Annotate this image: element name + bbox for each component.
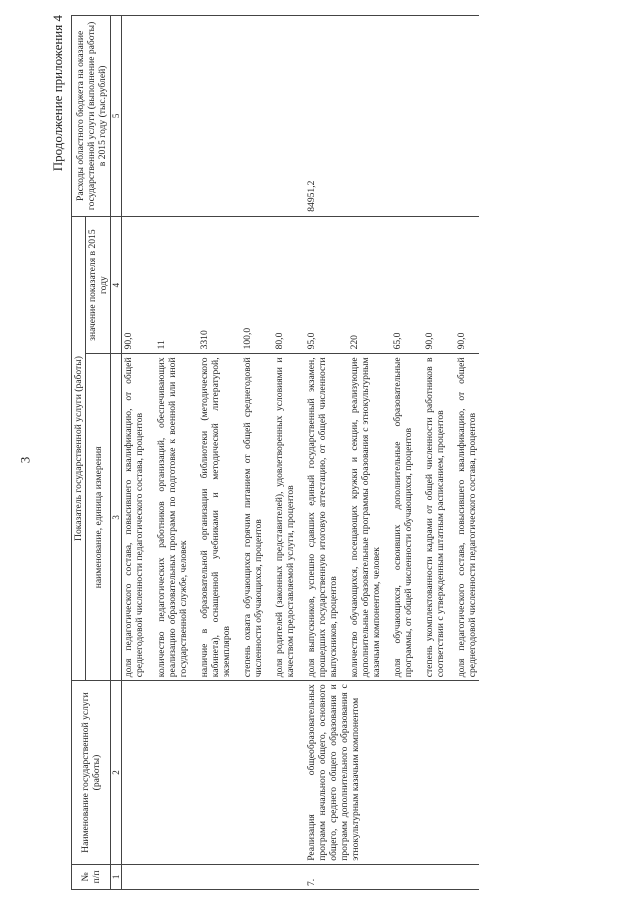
table-row: [198, 16, 233, 890]
indicator-name: доля педагогического состава, повысившего квалификацию, от общей среднегодовой численности педагогического состава, процентов: [455, 354, 479, 681]
continuation-label: Продолжение приложения 4: [50, 15, 65, 172]
indicator-name: степень охвата обучающихся горячим питанием от общей среднегодовой численности обучающихся, процентов: [241, 354, 265, 681]
rotated-table-sheet: [51, 15, 599, 890]
table-row: [273, 16, 297, 890]
indicator-name: доля родителей (законных представителей), удовлетворенных условиями и качеством предоставляемой услуги, процентов: [273, 354, 297, 681]
table-row: [241, 16, 265, 890]
indicator-value: 90,0: [122, 216, 147, 354]
indicator-value: 100,0: [241, 216, 265, 354]
indicator-name: доля выпускников, успешно сдавших единый государственный экзамен, прошедших государственную итоговую аттестацию, от общей численности выпускников, процентов: [305, 354, 340, 681]
indicator-name: доля обучающихся, освоивших дополнительные образовательные программы, от общей численности обучающихся, процентов: [391, 354, 415, 681]
indicator-value: 90,0: [423, 216, 447, 354]
indicator-value: 220: [348, 216, 383, 354]
indicator-name: количество педагогических работников организаций, обеспечивающих реализацию образовательных программ по подготовке к военной или иной государственной службе, человек: [155, 354, 190, 681]
table-row: [305, 16, 340, 890]
indicator-value: 95,0: [305, 216, 340, 354]
indicator-name: степень укомплектованности кадрами от общей численности работников в соответствии с утвержденным штатным расписанием, процентов: [423, 354, 447, 681]
header-service: Наименование государственной услуги (работы): [72, 681, 111, 865]
col-number: 3: [111, 354, 122, 681]
indicator-value: 65,0: [391, 216, 415, 354]
col-number: 5: [111, 16, 122, 217]
header-indicator-name: наименование, единица измерения: [86, 354, 111, 681]
service-expenses: 84951,2: [305, 16, 479, 217]
header-indicator-group: Показатель государственной услуги (работы): [72, 216, 86, 681]
indicator-name: доля педагогического состава, повысившего квалификацию, от общей среднегодовой численности педагогического состава, процентов: [122, 354, 147, 681]
indicator-value: 3310: [198, 216, 233, 354]
table-row: [155, 16, 190, 890]
col-number: 1: [111, 864, 122, 889]
header-indicator-value: значение показателя в 2015 году: [86, 216, 111, 354]
indicator-value: 80,0: [273, 216, 297, 354]
column-number-row: [111, 16, 122, 890]
indicator-name: количество обучающихся, посещающих кружки и секции, реализующие дополнительные образовательные программы образования с этнокультурным казачьим компонентом, человек: [348, 354, 383, 681]
indicator-value: 11: [155, 216, 190, 354]
indicator-name: наличие в образовательной организации библиотеки (методического кабинета), оснащенной учебниками и методической литературой, экземпляров: [198, 354, 233, 681]
page-number: 3: [17, 456, 33, 464]
service-name: Реализация общеобразовательных программ начального общего, основного общего, среднего общего образования и программ дополнительного образования с этнокультурным казачьим компонентом: [305, 681, 479, 865]
header-row-1: [72, 16, 86, 890]
budget-table: [71, 15, 479, 890]
header-expenses: Расходы областного бюджета на оказание государственной услуги (выполнение работы) в 2015 году (тыс.рублей): [72, 16, 111, 217]
header-num: № п/п: [72, 864, 111, 889]
table-row: [122, 16, 147, 890]
indicator-value: 90,0: [455, 216, 479, 354]
col-number: 4: [111, 216, 122, 354]
col-number: 2: [111, 681, 122, 865]
service-num: 7.: [305, 864, 340, 889]
